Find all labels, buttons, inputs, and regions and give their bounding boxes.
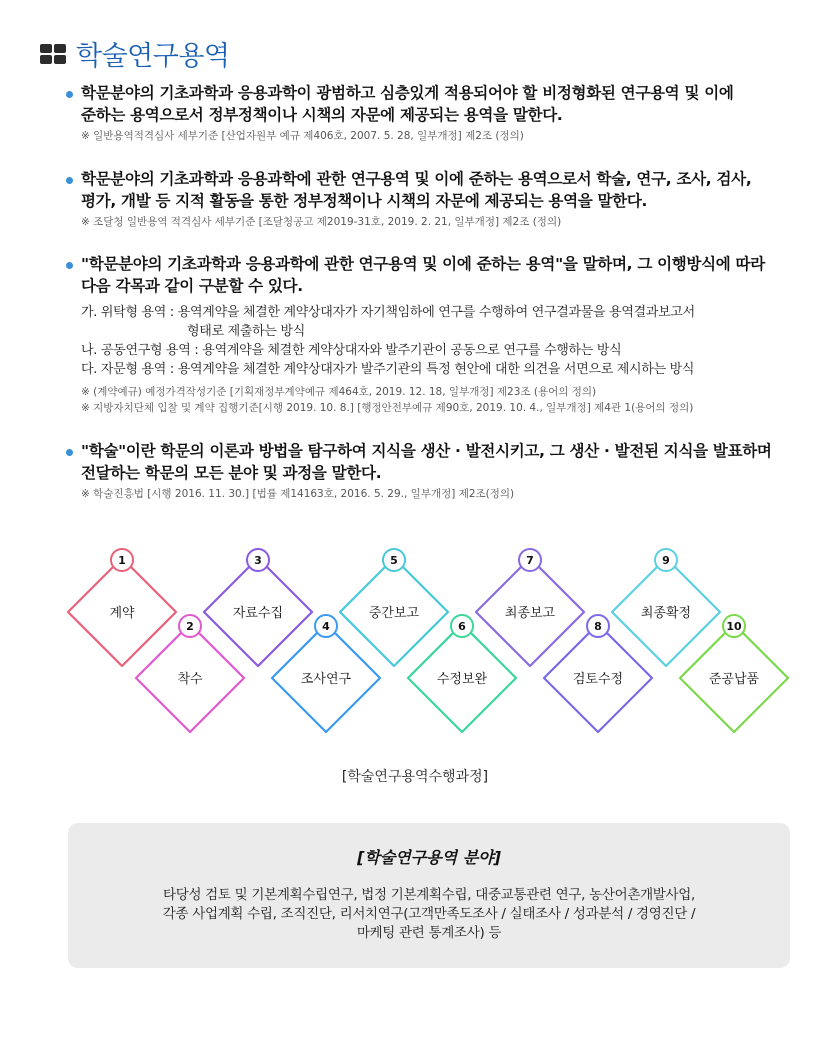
source-note: ※ 지방자치단체 입찰 및 계약 집행기준[시행 2019. 10. 8.] [행정안전부예규 제90호, 2019. 10. 4., 일부개정] 제4관 1(용어의 정의) — [81, 402, 694, 414]
step-label: 중간보고 — [368, 606, 420, 621]
step-label: 수정보완 — [436, 672, 488, 687]
field-box-title: [학술연구용역 분야] — [357, 848, 501, 867]
method-item: 나. 공동연구형 용역 : 용역계약을 체결한 계약상대자와 발주기관이 공동으로 연구를 수행하는 방식 — [81, 343, 622, 358]
field-box-body: 타당성 검토 및 기본계획수립연구, 법정 기본계획수립, 대중교통관련 연구, 농산어촌개발사업, 각종 사업계획 수립, 조직진단, 리서치연구(고객만족도조사 / 실태조사 / 성과분석 / 경영진단 / 마케팅 관련 통계조사) 등 — [162, 887, 696, 941]
step-label: 계약 — [109, 606, 135, 621]
step-number: 8 — [594, 620, 602, 633]
source-note: ※ (계약예규) 예정가격작성기준 [기획재정부계약예규 제464호, 2019. 12. 18, 일부개정] 제23조 (용어의 정의) — [81, 386, 597, 398]
definition-section-1 — [66, 82, 806, 144]
step-number: 7 — [526, 554, 534, 567]
process-step-5 — [340, 549, 448, 666]
step-label: 최종확정 — [640, 606, 692, 621]
source-note: ※ 조달청 일반용역 적격심사 세부기준 [조달청공고 제2019-31호, 2019. 2. 21, 일부개정] 제2조 (정의) — [81, 216, 562, 228]
grid-icon — [40, 44, 66, 64]
definition-text: "학문분야의 기초과학과 응용과학에 관한 연구용역 및 이에 준하는 용역"을 말하며, 그 이행방식에 따라 다음 각목과 같이 구분할 수 있다. — [81, 255, 765, 295]
title-text: 학술연구용역 — [76, 41, 230, 72]
step-label: 최종보고 — [504, 606, 556, 621]
definition-text: "학술"이란 학문의 이론과 방법을 탐구하여 지식을 생산 · 발전시키고, 그 생산 · 발전된 지식을 발표하며 전달하는 학문의 모든 분야 및 과정을 말한다. — [81, 442, 772, 482]
diagram-caption: [학술연구용역수행과정] — [341, 769, 489, 785]
step-number: 2 — [186, 620, 194, 633]
process-step-1 — [68, 549, 176, 666]
step-number: 3 — [254, 554, 262, 567]
method-list — [66, 303, 806, 379]
process-step-3 — [204, 549, 312, 666]
method-item: 가. 위탁형 용역 : 용역계약을 체결한 계약상대자가 자기책임하에 연구를 수행하여 연구결과물을 용역결과보고서 — [81, 305, 695, 320]
method-item: 다. 자문형 용역 : 용역계약을 체결한 계약상대자가 발주기관의 특정 현안에 대한 의견을 서면으로 제시하는 방식 — [81, 362, 695, 377]
step-label: 검토수정 — [572, 672, 624, 687]
process-diagram — [60, 540, 800, 740]
source-note: ※ 일반용역적격심사 세부기준 [산업자원부 예규 제406호, 2007. 5. 28, 일부개정] 제2조 (정의) — [81, 130, 524, 142]
step-label: 자료수집 — [232, 606, 284, 621]
field-box — [68, 823, 790, 968]
definition-section-4 — [66, 440, 806, 502]
definition-text: 학문분야의 기초과학과 응용과학에 관한 연구용역 및 이에 준하는 용역으로서 학술, 연구, 조사, 검사, 평가, 개발 등 지적 활동을 통한 정부정책이나 시책의 자문에 제공되는 용역을 말한다. — [81, 170, 752, 210]
process-step-9 — [612, 549, 720, 666]
definition-text: 학문분야의 기초과학과 응용과학이 광범하고 심층있게 적용되어야 할 비정형화된 연구용역 및 이에 준하는 용역으로서 정부정책이나 시책의 자문에 제공되는 용역을 말한다. — [81, 84, 734, 124]
bullet-dot-icon — [66, 449, 73, 456]
method-item-cont: 형태로 제출하는 방식 — [187, 324, 305, 339]
step-label: 착수 — [177, 672, 203, 687]
step-number: 10 — [726, 620, 742, 633]
bullet-dot-icon — [66, 262, 73, 269]
step-number: 1 — [118, 554, 126, 567]
step-number: 5 — [390, 554, 398, 567]
page-title — [40, 34, 230, 73]
definition-section-2 — [66, 168, 806, 230]
process-step-7 — [476, 549, 584, 666]
step-label: 준공납품 — [708, 672, 760, 687]
step-label: 조사연구 — [300, 672, 352, 687]
source-note: ※ 학술진흥법 [시행 2016. 11. 30.] [법률 제14163호, 2016. 5. 29., 일부개정] 제2조(정의) — [81, 488, 515, 500]
step-number: 6 — [458, 620, 466, 633]
definition-section-3 — [66, 253, 806, 416]
step-number: 9 — [662, 554, 670, 567]
bullet-dot-icon — [66, 177, 73, 184]
step-number: 4 — [322, 620, 330, 633]
bullet-dot-icon — [66, 91, 73, 98]
